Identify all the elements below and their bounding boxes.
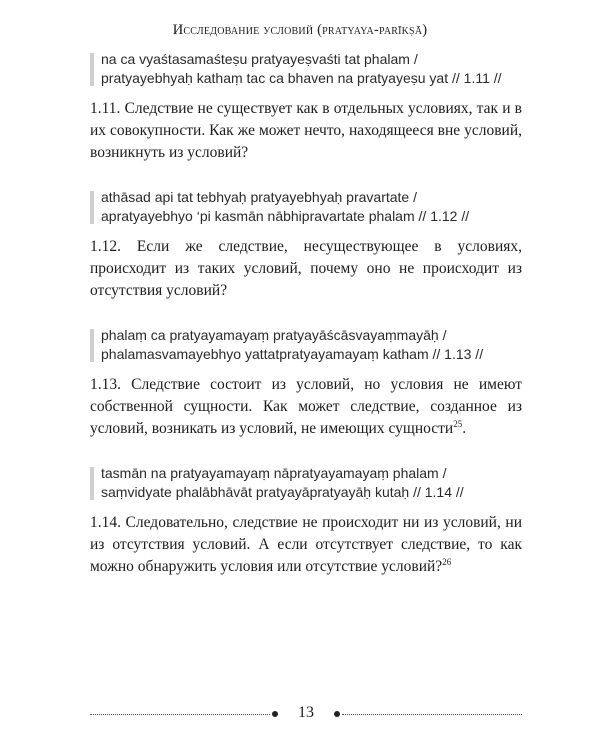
header-title: Исследование условий [172,22,314,38]
verse-line: na ca vyaśtasamaśteṣu pratyayeṣvaśti tat phalam / [101,51,418,67]
verse-line: tasmān na pratyayamayaṃ nāpratyayamayaṃ phalam / [101,465,447,481]
sanskrit-verse [90,50,522,88]
translation-paragraph [90,374,522,440]
sanskrit-verse [90,326,522,364]
footnote-marker: 25 [453,418,463,429]
sanskrit-verse [90,464,522,502]
footnote-marker: 26 [442,556,452,567]
verse-block [90,50,522,164]
verse-marker [90,53,94,86]
page-number: 13 [298,704,314,721]
sanskrit-verse [90,188,522,226]
translation-paragraph [90,98,522,164]
verse-line: athāsad api tat tebhyaḥ pratyayebhyaḥ pravartate / [101,189,417,205]
translation-text: 1.14. Следовательно, следствие не происходит ни из условий, ни из отсутствия условий. А если отсутствует следствие, то как можно обнаружить условия или отсутствие условий? [90,514,522,575]
verse-line: phalaṃ ca pratyayamayaṃ pratyayāścāsvayaṃmayāḥ / [101,327,447,343]
footer-dot-right [334,711,340,717]
verse-marker [90,467,94,500]
verse-block [90,326,522,440]
verse-line: apratyayebhyo ‘pi kasmān nābhipravartate phalam // 1.12 // [101,208,470,224]
page-footer [90,704,522,724]
running-header [0,22,600,39]
verse-line: saṃvidyate phalābhāvāt pratyayāpratyayāḥ kutaḥ // 1.14 // [101,484,464,500]
translation-paragraph [90,236,522,302]
translation-paragraph [90,512,522,578]
verse-line: pratyayebhyaḥ kathaṃ tac ca bhaven na pratyayeṣu yat // 1.11 // [101,70,502,86]
translation-text: 1.13. Следствие состоит из условий, но условия не имеют собственной сущности. Как может следствие, созданное из условий, возникать из условий, не имеющих сущности [90,376,522,437]
translation-text: 1.11. Следствие не существует как в отдельных условиях, так и в их совокупности. Как же может нечто, находящееся вне условий, возникнуть из условий? [90,100,522,161]
verse-marker [90,191,94,224]
verse-block [90,188,522,302]
page-body [90,50,522,578]
verse-block [90,464,522,578]
translation-text-end: . [462,420,467,437]
verse-line: phalamasvamayebhyo yattatpratyayamayaṃ katham // 1.13 // [101,346,484,362]
footer-rule-right [342,714,522,715]
verse-marker [90,329,94,362]
header-subtitle: (pratyaya-parīkṣā) [317,22,428,38]
translation-text: 1.12. Если же следствие, несуществующее в условиях, происходит из таких условий, почему оно не происходит из отсутствия условий? [90,238,522,299]
